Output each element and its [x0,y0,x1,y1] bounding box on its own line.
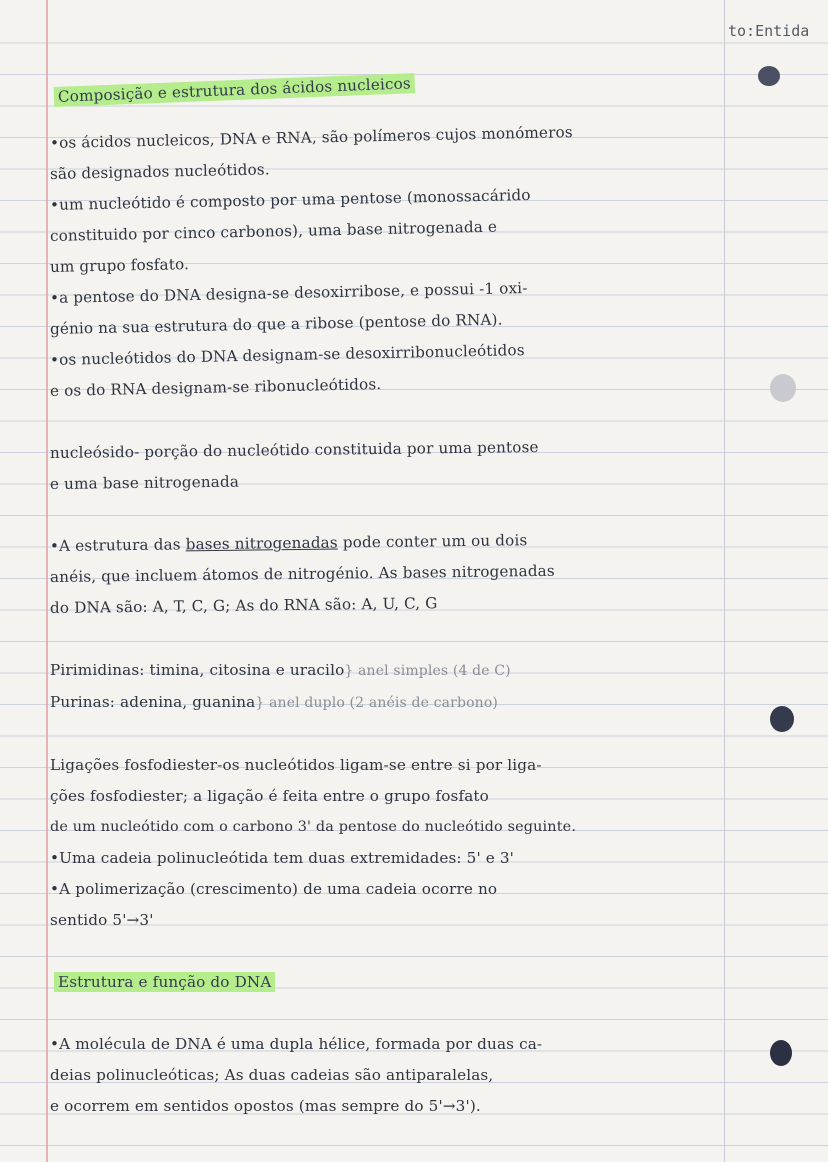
note-line: um grupo fosfato. [49,255,190,276]
note-line: sentido 5'→3' [50,911,154,929]
note-line: •A polimerização (crescimento) de uma cadeia ocorre no [50,880,498,898]
note-line: deias polinucleóticas; As duas cadeias são antiparalelas, [50,1066,494,1084]
section-title: Composição e estrutura dos ácidos nucleicos [53,56,740,113]
note-line: ções fosfodiester; a ligação é feita entre o grupo fosfato [50,787,489,805]
note-line: génio na sua estrutura do que a ribose (pentose do RNA). [49,310,503,338]
note-line: e uma base nitrogenada [49,472,240,493]
notes-body [49,74,740,1122]
note-line: •a pentose do DNA designa-se desoxirribose, e possui -1 oxi- [49,278,528,307]
side-note: } anel simples (4 de C) [344,663,511,679]
note-line: e os do RNA designam-se ribonucleótidos. [49,375,382,400]
note-line: •A estrutura das bases nitrogenadas pode conter um ou dois [49,531,528,555]
note-line: do DNA são: A, T, C, G; As do RNA são: A, U, C, G [49,594,438,617]
note-line: Purinas: adenina, guanina} anel duplo (2 anéis de carbono) [50,693,499,711]
binder-hole [770,1040,792,1066]
note-line: •Uma cadeia polinucleótida tem duas extremidades: 5' e 3' [50,849,515,867]
note-line: de um nucleótido com o carbono 3' da pentose do nucleótido seguinte. [50,819,577,835]
note-line: •A molécula de DNA é uma dupla hélice, formada por duas ca- [50,1035,543,1053]
section-title: Estrutura e função do DNA [54,967,740,998]
note-line: •os nucleótidos do DNA designam-se desoxirribonucleótidos [49,341,525,369]
note-line: constituido por cinco carbonos), uma base nitrogenada e [49,217,498,245]
binder-hole [770,374,796,402]
note-line: são designados nucleótidos. [49,160,270,183]
note-line: e ocorrem em sentidos opostos (mas sempre do 5'→3'). [50,1097,481,1115]
page-corner-text: to:Entida [728,22,810,40]
side-note: } anel duplo (2 anéis de carbono) [255,695,499,711]
binder-hole [758,66,780,86]
margin-line [46,0,48,1162]
note-line: Pirimidinas: timina, citosina e uracilo} anel simples (4 de C) [50,661,511,679]
note-line: anéis, que incluem átomos de nitrogénio. As bases nitrogenadas [49,561,555,586]
underlined-term: bases nitrogenadas [185,533,338,554]
note-line: Ligações fosfodiester-os nucleótidos ligam-se entre si por liga- [50,756,542,774]
binder-hole [770,706,794,732]
note-line: •um nucleótido é composto por uma pentose (monossacárido [49,185,531,214]
note-line: •os ácidos nucleicos, DNA e RNA, são polímeros cujos monómeros [49,123,573,152]
note-line: nucleósido- porção do nucleótido constituida por uma pentose [49,438,539,462]
